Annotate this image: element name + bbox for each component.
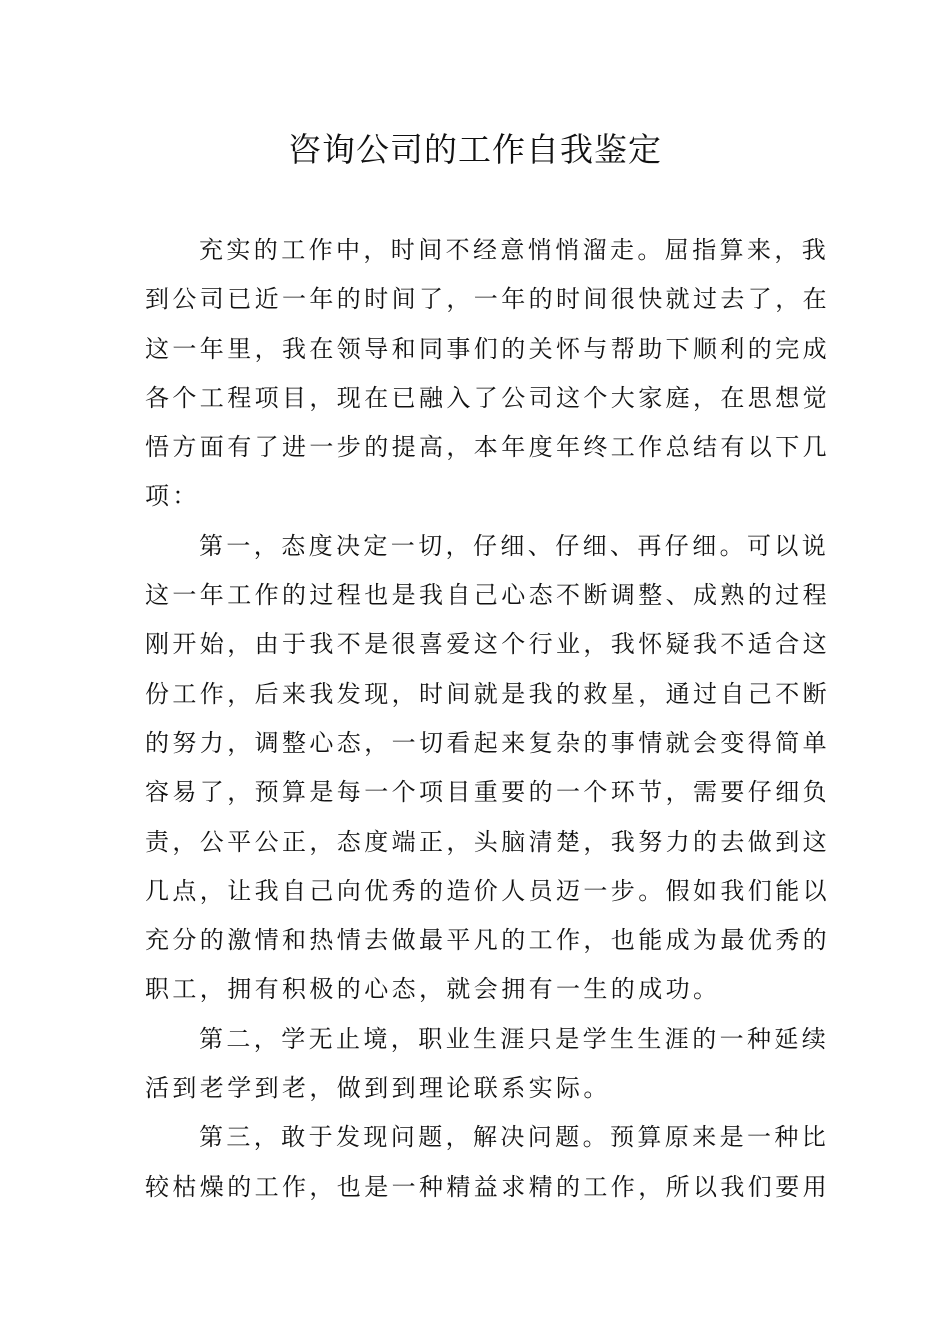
text-line: 到公司已近一年的时间了，一年的时间很快就过去了，在 <box>145 285 830 314</box>
text-line: 充实的工作中，时间不经意悄悄溜走。屈指算来，我 <box>199 236 830 264</box>
text-line: 活到老学到老，做到到理论联系实际。 <box>145 1074 611 1103</box>
text-line: 这一年工作的过程也是我自己心态不断调整、成熟的过程 <box>145 581 830 610</box>
text-line: 各个工程项目，现在已融入了公司这个大家庭，在思想觉 <box>145 383 830 412</box>
text-line: 充分的激情和热情去做最平凡的工作，也能成为最优秀的 <box>145 926 830 955</box>
text-line: 责，公平公正，态度端正，头脑清楚，我努力的去做到这 <box>145 827 830 856</box>
text-line: 几点，让我自己向优秀的造价人员迈一步。假如我们能以 <box>145 876 830 905</box>
text-line: 这一年里，我在领导和同事们的关怀与帮助下顺利的完成 <box>145 334 830 363</box>
document-title: 咨询公司的工作自我鉴定 <box>288 130 662 169</box>
text-line: 悟方面有了进一步的提高，本年度年终工作总结有以下几 <box>145 433 830 462</box>
text-line: 职工，拥有积极的心态，就会拥有一生的成功。 <box>145 975 721 1004</box>
document-body <box>145 226 830 1212</box>
text-line: 容易了，预算是每一个项目重要的一个环节，需要仔细负 <box>145 778 830 807</box>
text-line: 份工作，后来我发现，时间就是我的救星，通过自己不断 <box>145 679 830 708</box>
paragraph-third-point <box>145 1113 830 1212</box>
paragraph-intro <box>145 226 830 522</box>
text-line: 第二，学无止境，职业生涯只是学生生涯的一种延续 <box>199 1024 830 1053</box>
text-line: 第一，态度决定一切，仔细、仔细、再仔细。可以说 <box>199 531 830 560</box>
text-line: 第三，敢于发现问题，解决问题。预算原来是一种比 <box>199 1123 830 1152</box>
paragraph-second-point <box>145 1015 830 1114</box>
text-line: 刚开始，由于我不是很喜爱这个行业，我怀疑我不适合这 <box>145 630 830 659</box>
text-line: 项： <box>145 482 200 511</box>
text-line: 较枯燥的工作，也是一种精益求精的工作，所以我们要用 <box>145 1172 830 1201</box>
paragraph-first-point <box>145 522 830 1015</box>
text-line: 的努力，调整心态，一切看起来复杂的事情就会变得简单 <box>145 728 830 757</box>
